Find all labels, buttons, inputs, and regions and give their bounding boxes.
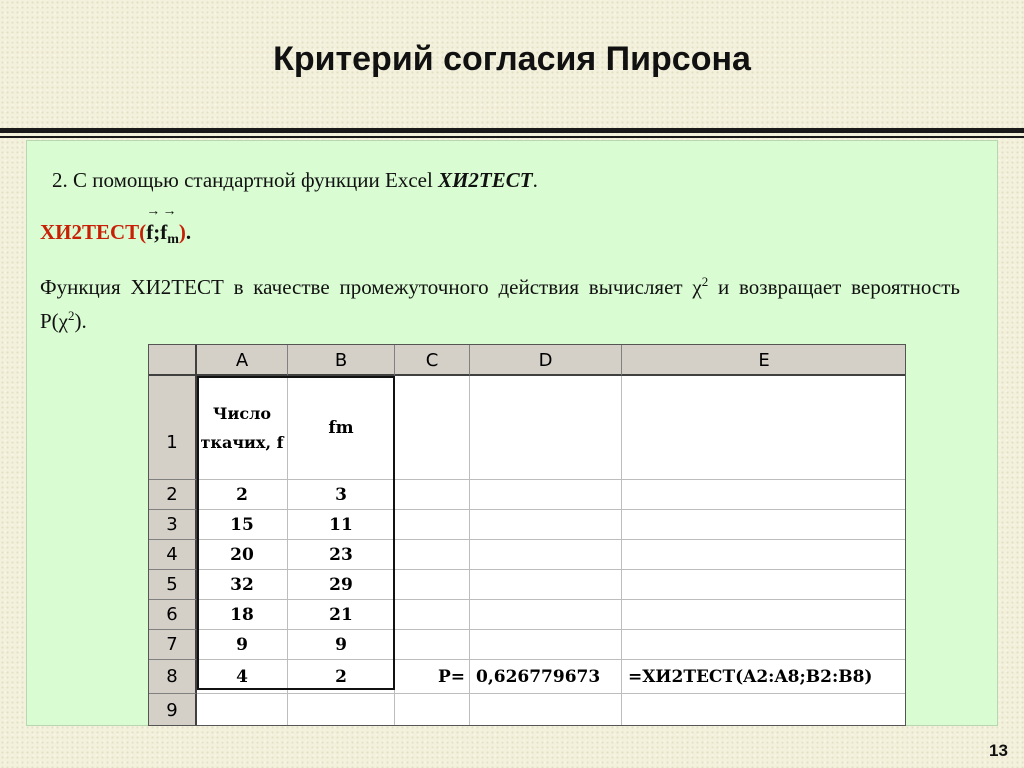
intro-prefix: 2. С помощью стандартной функции Excel <box>52 168 439 192</box>
cell-e9[interactable] <box>622 694 906 726</box>
column-header-a[interactable]: A <box>197 345 288 376</box>
formula-close: ) <box>178 220 186 244</box>
excel-spreadsheet <box>148 344 906 726</box>
cell-b1[interactable]: fm <box>288 376 395 480</box>
row-header-5[interactable]: 5 <box>149 570 197 600</box>
cell-b8[interactable]: 2 <box>288 660 395 694</box>
cell-b4[interactable]: 23 <box>288 540 395 570</box>
cell-a5[interactable]: 32 <box>197 570 288 600</box>
cell-c3[interactable] <box>395 510 470 540</box>
column-header-e[interactable]: E <box>622 345 906 376</box>
cell-e5[interactable] <box>622 570 906 600</box>
cell-a9[interactable] <box>197 694 288 726</box>
cell-d6[interactable] <box>470 600 622 630</box>
cell-e7[interactable] <box>622 630 906 660</box>
cell-c7[interactable] <box>395 630 470 660</box>
row-header-7[interactable]: 7 <box>149 630 197 660</box>
cell-b9[interactable] <box>288 694 395 726</box>
row-header-9[interactable]: 9 <box>149 694 197 726</box>
cell-a4[interactable]: 20 <box>197 540 288 570</box>
title-divider-thin <box>0 136 1024 138</box>
vector-fm-label: f <box>160 220 168 244</box>
cell-a8[interactable]: 4 <box>197 660 288 694</box>
row-header-8[interactable]: 8 <box>149 660 197 694</box>
cell-c9[interactable] <box>395 694 470 726</box>
cell-c5[interactable] <box>395 570 470 600</box>
column-header-c[interactable]: C <box>395 345 470 376</box>
cell-d5[interactable] <box>470 570 622 600</box>
cell-b6[interactable]: 21 <box>288 600 395 630</box>
cell-c4[interactable] <box>395 540 470 570</box>
vector-f <box>146 220 153 245</box>
intro-function-name: ХИ2ТЕСТ <box>438 168 533 192</box>
cell-e2[interactable] <box>622 480 906 510</box>
slide-number: 13 <box>989 741 1008 760</box>
cell-c8-p-label[interactable]: Р= <box>395 660 470 694</box>
intro-line <box>52 168 538 193</box>
formula-line <box>40 220 191 248</box>
title-divider-thick <box>0 128 1024 133</box>
vector-fm-subscript: m <box>167 232 179 247</box>
cell-a2[interactable]: 2 <box>197 480 288 510</box>
description-sup2: 2 <box>68 308 75 323</box>
vector-fm <box>160 220 179 248</box>
description-part2: и возвращает вероятность Р(χ <box>40 275 960 333</box>
column-header-b[interactable]: B <box>288 345 395 376</box>
cell-a1[interactable]: Число ткачих, f <box>197 376 288 480</box>
cell-d4[interactable] <box>470 540 622 570</box>
cell-b5[interactable]: 29 <box>288 570 395 600</box>
description-sup1: 2 <box>701 274 709 289</box>
description-part1: Функция ХИ2ТЕСТ в качестве промежуточного действия вычисляет χ <box>40 275 702 299</box>
cell-c1[interactable] <box>395 376 470 480</box>
column-header-d[interactable]: D <box>470 345 622 376</box>
cell-e8-formula[interactable]: =ХИ2ТЕСТ(A2:A8;B2:B8) <box>622 660 906 694</box>
cell-b3[interactable]: 11 <box>288 510 395 540</box>
intro-suffix: . <box>532 168 538 192</box>
cell-e6[interactable] <box>622 600 906 630</box>
row-header-2[interactable]: 2 <box>149 480 197 510</box>
cell-e3[interactable] <box>622 510 906 540</box>
description-paragraph <box>40 270 960 338</box>
row-header-3[interactable]: 3 <box>149 510 197 540</box>
cell-b2[interactable]: 3 <box>288 480 395 510</box>
cell-b7[interactable]: 9 <box>288 630 395 660</box>
formula-separator: ; <box>153 220 161 244</box>
cell-d9[interactable] <box>470 694 622 726</box>
slide-title: Критерий согласия Пирсона <box>273 40 751 78</box>
formula-name: ХИ2ТЕСТ( <box>40 220 147 244</box>
row-header-1[interactable]: 1 <box>149 376 197 480</box>
cell-d2[interactable] <box>470 480 622 510</box>
select-all-corner[interactable] <box>149 345 197 376</box>
vector-f-label: f <box>146 220 154 244</box>
cell-e4[interactable] <box>622 540 906 570</box>
cell-a6[interactable]: 18 <box>197 600 288 630</box>
cell-d7[interactable] <box>470 630 622 660</box>
cell-e1[interactable] <box>622 376 906 480</box>
formula-dot: . <box>185 220 192 244</box>
cell-d1[interactable] <box>470 376 622 480</box>
cell-c2[interactable] <box>395 480 470 510</box>
cell-a3[interactable]: 15 <box>197 510 288 540</box>
cell-c6[interactable] <box>395 600 470 630</box>
cell-d3[interactable] <box>470 510 622 540</box>
cell-a7[interactable]: 9 <box>197 630 288 660</box>
row-header-6[interactable]: 6 <box>149 600 197 630</box>
description-part3: ). <box>74 309 87 333</box>
row-header-4[interactable]: 4 <box>149 540 197 570</box>
cell-d8-p-value[interactable]: 0,626779673 <box>470 660 622 694</box>
